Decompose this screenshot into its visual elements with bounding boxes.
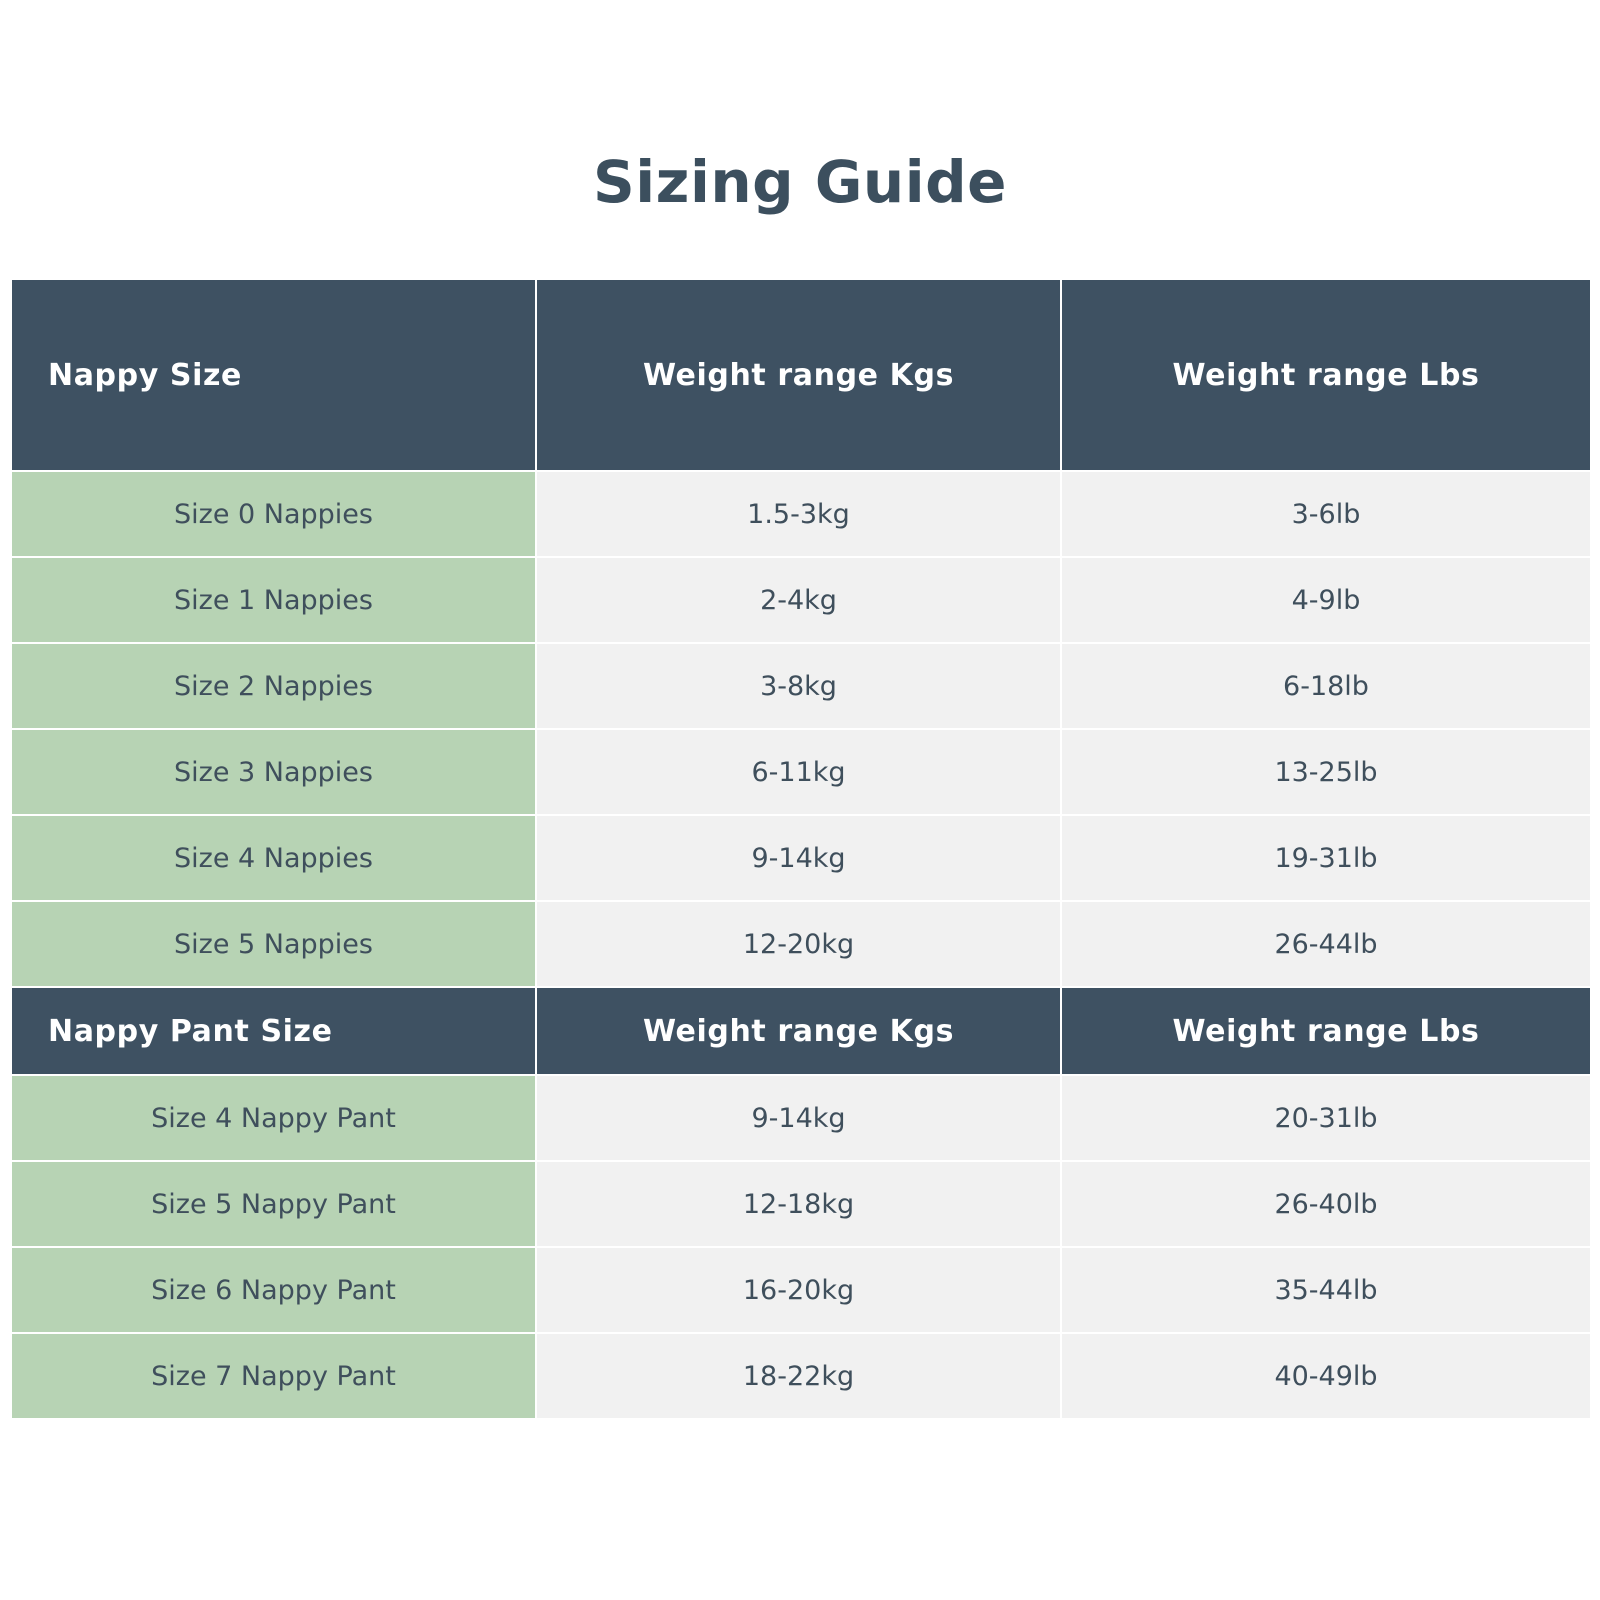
cell-weight-kg: 9-14kg: [536, 1075, 1061, 1161]
cell-weight-kg: 16-20kg: [536, 1247, 1061, 1333]
sizing-table: [10, 278, 1592, 1420]
cell-weight-lb: 13-25lb: [1061, 729, 1591, 815]
cell-size-name: Size 5 Nappy Pant: [11, 1161, 536, 1247]
nappy-size-header-row: [11, 279, 1591, 471]
table-row: [11, 1333, 1591, 1419]
header-nappy-size: Nappy Size: [11, 279, 536, 471]
cell-weight-kg: 18-22kg: [536, 1333, 1061, 1419]
cell-size-name: Size 1 Nappies: [11, 557, 536, 643]
cell-size-name: Size 6 Nappy Pant: [11, 1247, 536, 1333]
cell-weight-kg: 12-20kg: [536, 901, 1061, 987]
cell-weight-lb: 6-18lb: [1061, 643, 1591, 729]
cell-weight-kg: 12-18kg: [536, 1161, 1061, 1247]
header-weight-kgs: Weight range Kgs: [536, 279, 1061, 471]
nappy-pant-size-header-row: [11, 987, 1591, 1075]
cell-weight-lb: 20-31lb: [1061, 1075, 1591, 1161]
table-row: [11, 643, 1591, 729]
header-nappy-pant-size: Nappy Pant Size: [11, 987, 536, 1075]
sizing-table-container: [10, 278, 1590, 1420]
cell-weight-kg: 2-4kg: [536, 557, 1061, 643]
cell-size-name: Size 4 Nappy Pant: [11, 1075, 536, 1161]
cell-weight-lb: 40-49lb: [1061, 1333, 1591, 1419]
cell-size-name: Size 5 Nappies: [11, 901, 536, 987]
header-weight-lbs: Weight range Lbs: [1061, 279, 1591, 471]
cell-size-name: Size 4 Nappies: [11, 815, 536, 901]
cell-weight-lb: 4-9lb: [1061, 557, 1591, 643]
cell-size-name: Size 7 Nappy Pant: [11, 1333, 536, 1419]
header-weight-kgs: Weight range Kgs: [536, 987, 1061, 1075]
cell-size-name: Size 0 Nappies: [11, 471, 536, 557]
table-row: [11, 1075, 1591, 1161]
cell-size-name: Size 3 Nappies: [11, 729, 536, 815]
cell-weight-kg: 1.5-3kg: [536, 471, 1061, 557]
cell-weight-lb: 35-44lb: [1061, 1247, 1591, 1333]
cell-weight-kg: 3-8kg: [536, 643, 1061, 729]
cell-weight-lb: 26-44lb: [1061, 901, 1591, 987]
cell-weight-lb: 19-31lb: [1061, 815, 1591, 901]
cell-weight-kg: 6-11kg: [536, 729, 1061, 815]
header-weight-lbs: Weight range Lbs: [1061, 987, 1591, 1075]
cell-weight-lb: 26-40lb: [1061, 1161, 1591, 1247]
cell-weight-kg: 9-14kg: [536, 815, 1061, 901]
table-row: [11, 557, 1591, 643]
table-row: [11, 729, 1591, 815]
table-row: [11, 1161, 1591, 1247]
cell-weight-lb: 3-6lb: [1061, 471, 1591, 557]
page-title: Sizing Guide: [593, 148, 1007, 216]
table-row: [11, 471, 1591, 557]
table-row: [11, 815, 1591, 901]
table-row: [11, 901, 1591, 987]
cell-size-name: Size 2 Nappies: [11, 643, 536, 729]
table-row: [11, 1247, 1591, 1333]
